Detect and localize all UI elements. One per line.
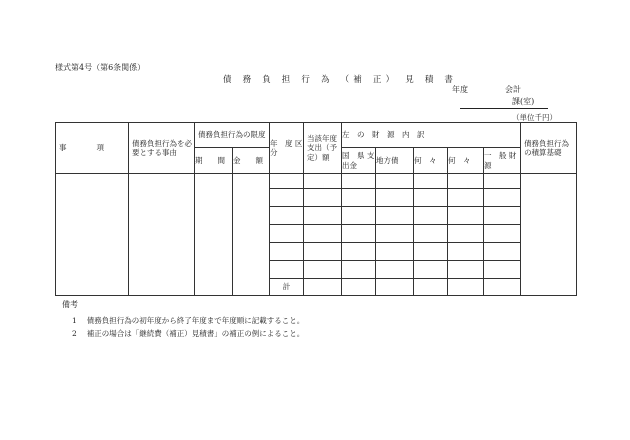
- note-number: 1: [72, 316, 77, 325]
- col-header-misc-2: 何 々: [448, 148, 484, 174]
- col-header-matter: 事 項: [56, 123, 129, 174]
- note-text: 補正の場合は「継続費（補正）見積書」の補正の例によること。: [86, 329, 305, 338]
- department-label: 課(室): [512, 97, 535, 106]
- account-label: 会計: [505, 85, 521, 94]
- col-header-breakdown: 左 の 財 源 内 訳: [342, 123, 521, 148]
- note-number: 2: [72, 329, 77, 338]
- col-header-general: 一 般 財 源: [484, 148, 521, 174]
- basis-cell[interactable]: [521, 174, 577, 296]
- col-header-limit: 債務負担行為の限度: [195, 123, 270, 148]
- note-item: [72, 315, 314, 326]
- col-header-period: 期 間: [195, 148, 233, 174]
- amount-cell[interactable]: [233, 174, 270, 296]
- department-underline: [460, 108, 548, 109]
- col-header-expenditure: 当該年度支出（予定）額: [304, 123, 342, 174]
- year-label: 年度: [452, 85, 468, 94]
- col-header-reason: 債務負担行為を必要とする事由: [129, 123, 195, 174]
- matter-cell[interactable]: [56, 174, 129, 296]
- col-header-basis: 債務負担行為の積算基礎: [521, 123, 577, 174]
- form-number: 様式第4号（第6条関係）: [55, 63, 146, 72]
- total-label: 計: [270, 279, 304, 296]
- col-header-fiscal-year: 年 度 区 分: [270, 123, 304, 174]
- period-cell[interactable]: [195, 174, 233, 296]
- unit-label: （単位千円）: [512, 113, 557, 122]
- note-item: [72, 328, 314, 339]
- note-text: 債務負担行為の初年度から終了年度まで年度順に記載すること。: [86, 316, 305, 325]
- col-header-subsidy: 国 県 支出金: [342, 148, 376, 174]
- table-row: [56, 174, 577, 189]
- col-header-misc-1: 何 々: [414, 148, 448, 174]
- notes-title: 備考: [62, 300, 78, 309]
- col-header-amount: 金 額: [233, 148, 270, 174]
- document-title: 債 務 負 担 行 為 （補 正） 見 積 書: [223, 75, 458, 85]
- reason-cell[interactable]: [129, 174, 195, 296]
- estimate-table: [55, 122, 577, 296]
- col-header-bond: 地方債: [376, 148, 414, 174]
